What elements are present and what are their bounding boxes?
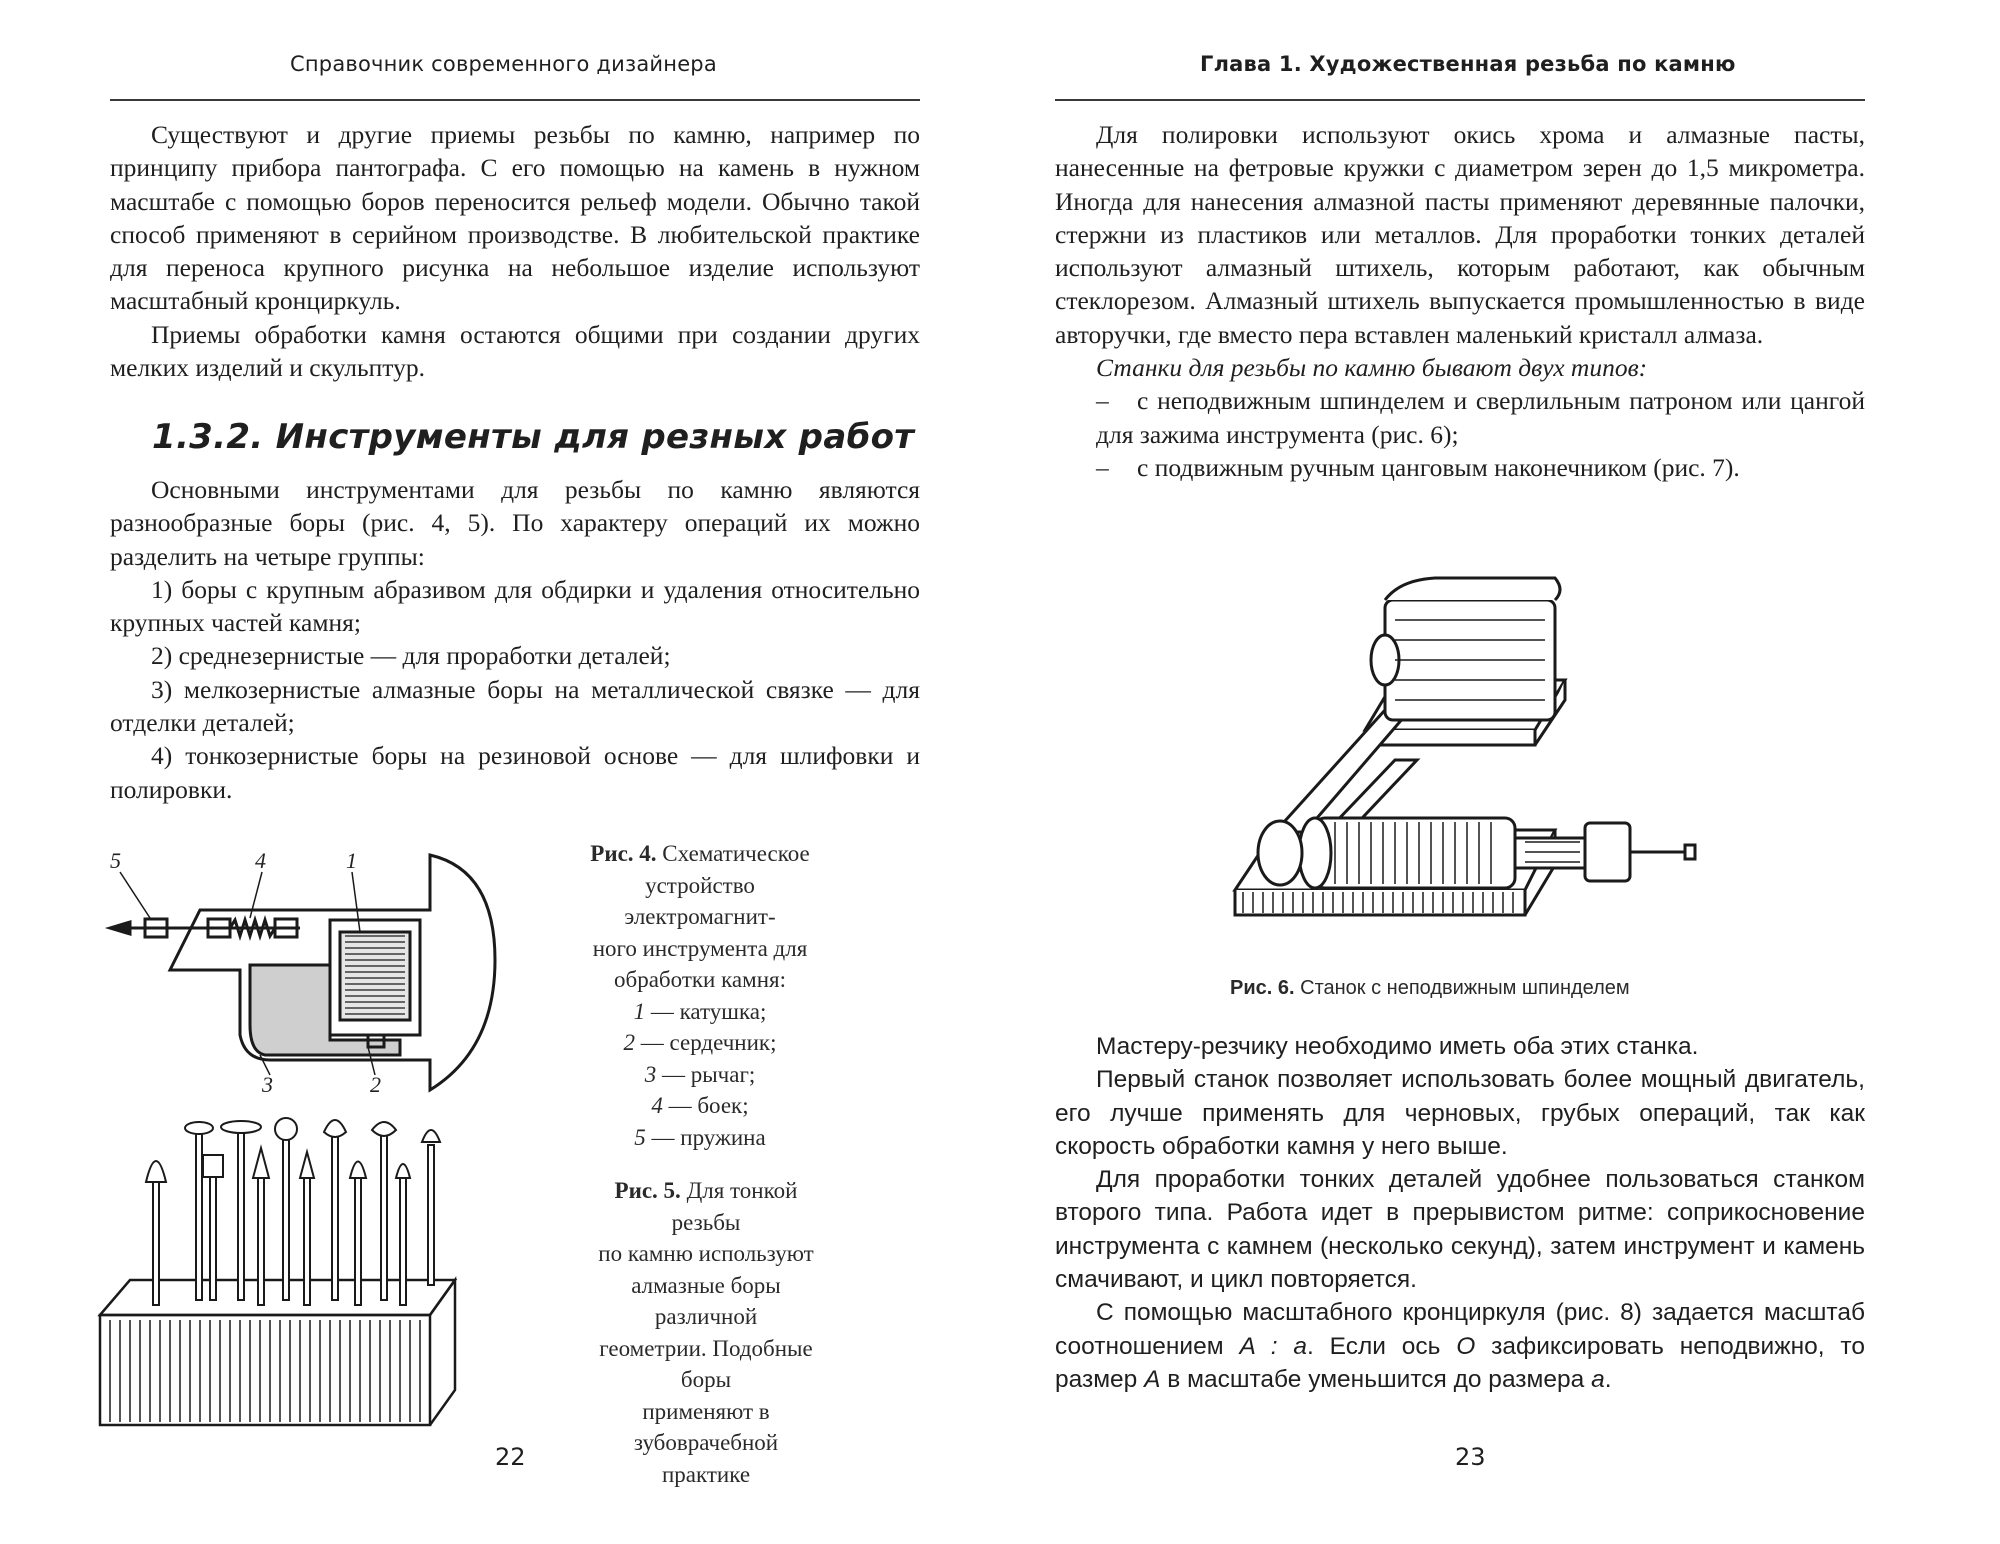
list-item: 4) тонкозернистые боры на резиновой основе — для шлифовки и полировки. [110,741,920,804]
legend-item: 5 — пружина [634,1124,766,1150]
running-head-left: Справочник современного дизайнера [290,52,717,76]
running-head-right: Глава 1. Художественная резьба по камню [1200,52,1736,76]
list-item: – с подвижным ручным цанговым наконечником (рис. 7). [1096,452,1740,482]
legend-item: 2 — сердечник; [623,1030,777,1055]
paragraph: Приемы обработки камня остаются общими при создании других мелких изделий и скульптур. [110,319,920,383]
paragraph: С помощью масштабного кронциркуля (рис. 8) задается масштаб соотношением A : a. Если ось O зафиксировать неподвижно, то размер A в масштабе уменьшится до размера a. [1055,1299,1866,1393]
figure-6-machine [1235,570,1715,960]
header-rule-left [110,99,920,101]
callout-1: 1 [346,848,357,873]
list-item: 3) мелкозернистые алмазные боры на металлической связке — для отделки деталей; [110,674,920,738]
paragraph: Первый станок позволяет использовать более мощный двигатель, его лучше применять для черновых, грубых операций, так как скорость обработки камня у него выше. [1055,1066,1865,1160]
header-rule-right [1055,99,1865,101]
callout-4: 4 [255,848,266,873]
callout-2: 2 [370,1072,381,1097]
right-page [1000,0,2000,1544]
paragraph: Основными инструментами для резьбы по камню являются разнообразные боры (рис. 4, 5). По характеру операций их можно разделить на четыре группы: [110,475,920,571]
italic-intro: Станки для резьбы по камню бывают двух типов: [1096,353,1648,383]
figure-5-caption: Рис. 5. Для тонкой резьбы по камню используют алмазные боры различной геометрии. Подобные боры применяют в зубоврачебной практике [598,1178,814,1487]
callout-5: 5 [110,848,121,873]
list-item: 1) боры с крупным абразивом для обдирки и удаления относительно крупных частей камня; [110,574,920,638]
paragraph: Для проработки тонких деталей удобнее пользоваться станком второго типа. Работа идет в прерывистом ритме: соприкосновение инструмента с камнем (несколько секунд), затем инструмент и камень смачивают, и цикл повторяется. [1055,1166,1865,1294]
list-item: 2) среднезернистые — для проработки деталей; [151,641,671,671]
figure-6-label: Рис. 6. [1230,977,1295,999]
figure-6-caption: Рис. 6. Станок с неподвижным шпинделем [1230,977,1630,999]
callout-3: 3 [262,1072,273,1097]
paragraph: Существуют и другие приемы резьбы по камню, например по принципу прибора пантографа. С его помощью на камень в нужном масштабе с помощью боров переносится рельеф модели. Обычно такой способ применяют в серийном производстве. В любительской практике для переноса крупного рисунка на небольшое изделие используют масштабный кронциркуль. [110,120,920,316]
page-number-left: 22 [495,1443,526,1471]
legend-item: 4 — боек; [651,1093,749,1118]
figure-5-label: Рис. 5. [614,1178,681,1203]
figure-4-electromagnetic-tool [100,840,500,1100]
right-bottom-text [1055,1030,1865,1396]
page-number-right: 23 [1455,1443,1486,1471]
left-main-text [110,473,920,806]
left-intro-text [110,118,920,384]
figure-4-label: Рис. 4. [590,841,657,866]
figure-5-diamond-burs [100,1120,500,1430]
section-heading: 1.3.2. Инструменты для резных работ [152,417,915,457]
paragraph: Для полировки используют окись хрома и алмазные пасты, нанесенные на фетровые кружки с диаметром зерен до 1,5 микрометра. Иногда для нанесения алмазной пасты применяют деревянные палочки, стержни из пластиков или металлов. Для проработки тонких деталей используют алмазный штихель, которым работают, как обычным стеклорезом. Алмазный штихель выпускается промышленностью в виде авторучки, где вместо пера вставлен маленький кристалл алмаза. [1055,120,1865,349]
legend-item: 1 — катушка; [633,998,767,1024]
right-top-text [1055,118,1865,484]
list-item: – с неподвижным шпинделем и сверлильным патроном или цангой для зажима инструмента (рис. 6); [1096,386,1865,449]
legend-item: 3 — рычаг; [644,1061,756,1087]
figure-4-caption: Рис. 4. Схематическое устройство электромагнит- ного инструмента для обработки камня: 1 — катушка; 2 — сердечник; 3 — рычаг; 4 — боек; 5 — пружина [580,838,820,1153]
paragraph: Мастеру-резчику необходимо иметь оба этих станка. [1096,1033,1699,1060]
